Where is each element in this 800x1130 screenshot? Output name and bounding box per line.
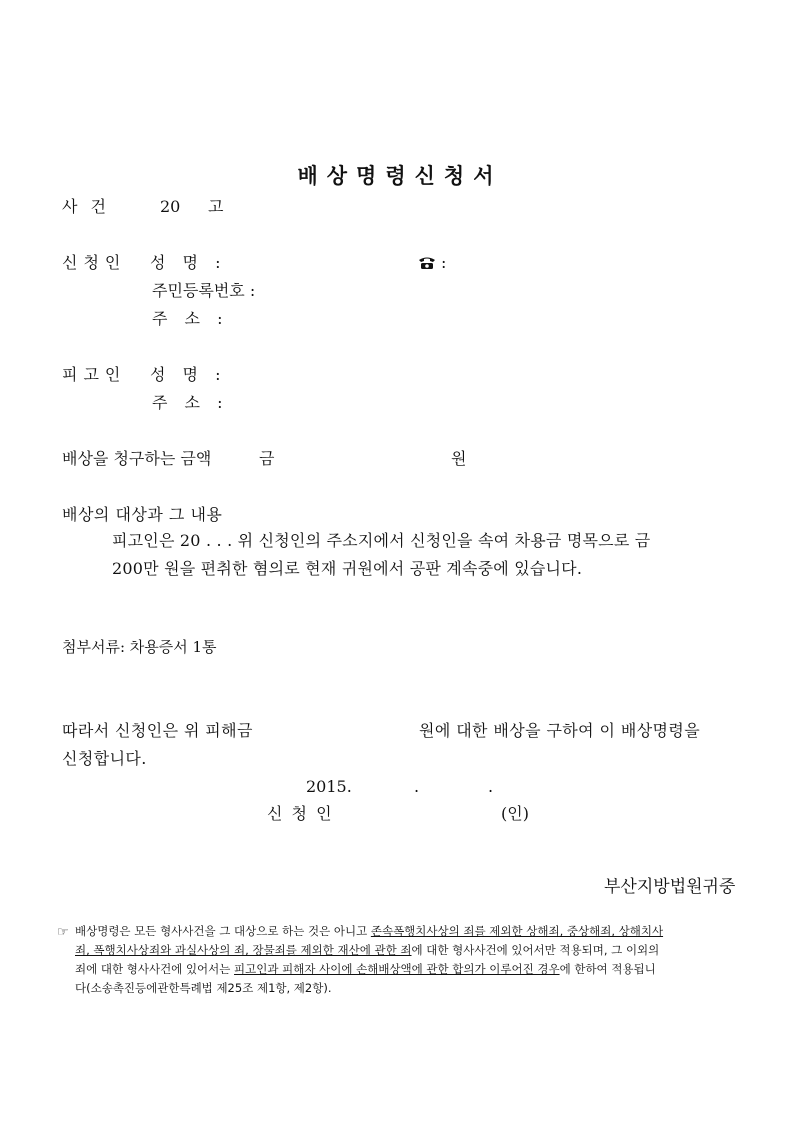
applicant-rrn-label: 주민등록번호 :	[152, 281, 256, 300]
court-name: 부산지방법원귀중	[604, 877, 736, 897]
closing-line-1a: 따라서 신청인은 위 피해금	[62, 721, 253, 740]
defendant-name-label: 성 명 :	[150, 365, 227, 384]
footnote-text: 죄에 대한 형사사건에 있어서는	[75, 962, 235, 976]
date-month-dot: .	[414, 777, 420, 796]
pointing-hand-icon: ☞	[57, 925, 69, 940]
defendant-label: 피고인	[62, 365, 127, 384]
footnote-line-4: 다(소송촉진등에관한특례법 제25조 제1항, 제2항).	[75, 981, 332, 995]
amount-unit: 원	[451, 449, 467, 468]
signature-seal: (인)	[501, 804, 529, 823]
document-title: 배상명령신청서	[297, 163, 503, 188]
footnote-text: 배상명령은 모든 형사사건을 그 대상으로 하는 것은 아니고	[75, 924, 371, 938]
closing-line-1b: 원에 대한 배상을 구하여 이 배상명령을	[419, 721, 701, 740]
footnote-line-1	[75, 921, 663, 942]
footnote-line-3	[75, 959, 656, 980]
date-year: 2015.	[306, 777, 352, 796]
case-label: 사 건	[62, 197, 110, 216]
footnote-line-2	[75, 940, 659, 961]
applicant-address-label: 주 소 :	[152, 309, 229, 328]
attachment: 첨부서류: 차용증서 1통	[62, 638, 217, 656]
footnote-text: 에 대한 형사사건에 있어서만 적용되며, 그 이외의	[411, 943, 660, 957]
footnote-underlined-text: 존속폭행치사상의 죄를 제외한 상해죄, 중상해죄, 상해치사	[370, 924, 664, 938]
case-type: 고	[208, 197, 224, 216]
applicant-label: 신청인	[62, 253, 127, 272]
footnote-text: 에 한하여 적용됩니	[559, 962, 656, 976]
closing-line-2: 신청합니다.	[62, 749, 147, 768]
telephone-icon	[418, 256, 436, 270]
applicant-phone-label: :	[441, 253, 447, 272]
content-label: 배상의 대상과 그 내용	[62, 505, 223, 524]
content-line-1: 피고인은 20 . . . 위 신청인의 주소지에서 신청인을 속여 차용금 명목으로 금	[112, 531, 651, 550]
signature-label: 신 청 인	[267, 804, 334, 823]
footnote-underlined-text: 피고인과 피해자 사이에 손해배상액에 관한 합의가 이루어진 경우	[234, 962, 560, 976]
defendant-address-label: 주 소 :	[152, 393, 229, 412]
amount-prefix: 금	[259, 449, 275, 468]
applicant-name-label: 성 명 :	[150, 253, 227, 272]
amount-label: 배상을 청구하는 금액	[62, 449, 212, 468]
content-line-2: 200만 원을 편취한 혐의로 현재 귀원에서 공판 계속중에 있습니다.	[112, 559, 583, 578]
date-day-dot: .	[488, 777, 494, 796]
footnote-underlined-text: 죄, 폭행치사상죄와 과실사상의 죄, 장물죄를 제외한 재산에 관한 죄	[75, 943, 412, 957]
case-year: 20	[160, 197, 181, 216]
